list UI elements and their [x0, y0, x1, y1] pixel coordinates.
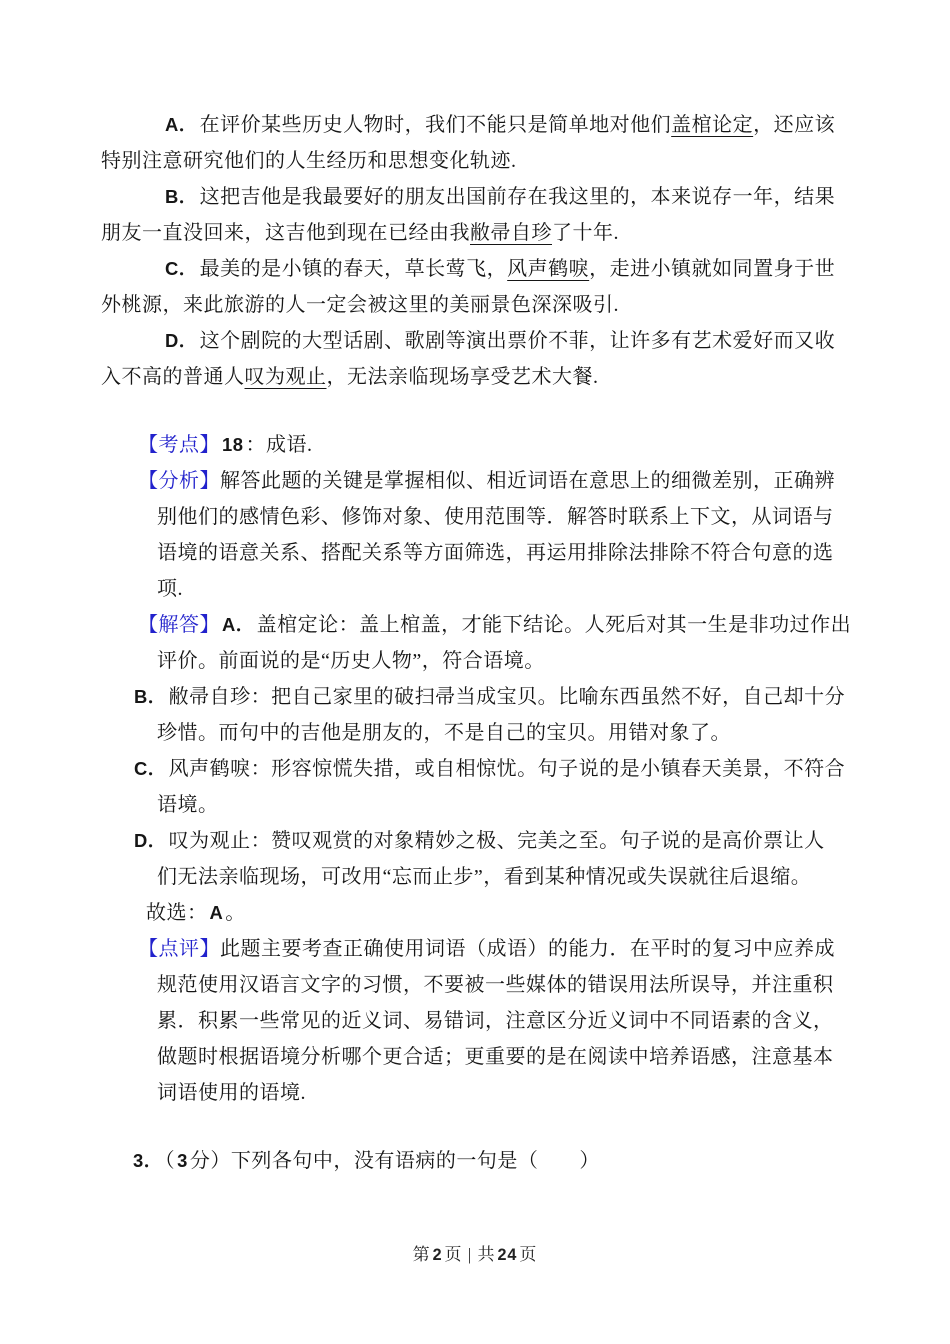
latin-segment: 18: [222, 434, 244, 455]
latin-segment: A．: [222, 614, 255, 635]
answer-choice-line: [101, 895, 901, 931]
text-segment: ，无法亲临现场享受艺术大餐.: [326, 366, 599, 388]
text-segment: 页 | 共: [444, 1245, 496, 1264]
text-segment: 敝帚自珍：把自己家里的破扫帚当成宝贝。比喻东西虽然不好，自己却十分: [168, 686, 846, 708]
text-segment: 语境的语意关系、搭配关系等方面筛选，再运用排除法排除不符合句意的选: [157, 542, 834, 564]
section-label: 【分析】: [138, 470, 220, 492]
text-segment: 规范使用汉语言文字的习惯，不要被一些媒体的错误用法所误导，并注重积: [157, 974, 834, 996]
text-segment: 这把吉他是我最要好的朋友出国前存在我这里的，本来说存一年，结果: [199, 186, 836, 208]
explanation-text-line: [101, 967, 901, 1003]
text-segment: 风声鹤唳：形容惊慌失措，或自相惊忧。句子说的是小镇春天美景，不符合: [168, 758, 846, 780]
latin-segment: A: [209, 902, 224, 923]
explanation-section-line: [101, 463, 901, 499]
latin-segment: 2: [432, 1246, 443, 1264]
explanation-text-line: [101, 1075, 901, 1111]
explanation-text-line: [101, 787, 901, 823]
explanation-text-line: [101, 1039, 901, 1075]
question-option-line: [101, 215, 901, 251]
explanation-option-line: [101, 823, 901, 859]
explanation-text-line: [101, 571, 901, 607]
text-segment: 珍惜。而句中的吉他是朋友的，不是自己的宝贝。用错对象了。: [157, 722, 731, 744]
latin-segment: D．: [134, 830, 167, 851]
text-segment: 累．积累一些常见的近义词、易错词，注意区分近义词中不同语素的含义，: [157, 1010, 834, 1032]
text-segment: 别他们的感情色彩、修饰对象、使用范围等．解答时联系上下文，从词语与: [157, 506, 834, 528]
section-label: 【解答】: [138, 614, 220, 636]
explanation-section-line: [101, 607, 901, 643]
text-segment: ，走进小镇就如同置身于世: [589, 258, 836, 280]
blank-spacer: [101, 1111, 901, 1143]
text-segment: 了十年.: [552, 222, 619, 244]
explanation-text-line: [101, 535, 901, 571]
explanation-option-line: [101, 679, 901, 715]
text-segment: 故选：: [146, 902, 208, 924]
text-segment: 这个剧院的大型话剧、歌剧等演出票价不菲，让许多有艺术爱好而又收: [199, 330, 836, 352]
explanation-section-line: [101, 931, 901, 967]
latin-segment: C．: [134, 758, 167, 779]
text-segment: 此题主要考查正确使用词语（成语）的能力．在平时的复习中应养成: [220, 938, 835, 960]
next-question-line: [101, 1143, 901, 1179]
text-segment: 盖棺定论：盖上棺盖，才能下结论。人死后对其一生是非功过作出: [256, 614, 852, 636]
question-option-line: [101, 323, 901, 359]
text-segment: 词语使用的语境.: [157, 1082, 306, 1104]
explanation-text-line: [101, 643, 901, 679]
underlined-idiom: 敝帚自珍: [470, 222, 552, 244]
explanation-text-line: [101, 715, 901, 751]
explanation-text-line: [101, 1003, 901, 1039]
question-option-line: [101, 107, 901, 143]
latin-segment: 3．: [133, 1150, 163, 1171]
text-segment: 项.: [157, 578, 183, 600]
text-segment: 评价。前面说的是“历史人物”，符合语境。: [157, 650, 545, 672]
underlined-idiom: 盖棺论定: [671, 114, 754, 136]
explanation-text-line: [101, 859, 901, 895]
explanation-text-line: [101, 499, 901, 535]
text-segment: 叹为观止：赞叹观赏的对象精妙之极、完美之至。句子说的是高价票让人: [168, 830, 825, 852]
question-option-line: [101, 287, 901, 323]
text-segment: 。: [225, 902, 246, 924]
text-segment: 第: [412, 1245, 431, 1264]
text-segment: 在评价某些历史人物时，我们不能只是简单地对他们: [199, 114, 672, 136]
latin-segment: 3: [177, 1150, 188, 1171]
text-segment: 页: [519, 1245, 538, 1264]
text-segment: ：成语.: [245, 434, 313, 456]
explanation-option-line: [101, 751, 901, 787]
latin-segment: C．: [165, 258, 198, 279]
text-segment: 分）下列各句中，没有语病的一句是（ ）: [189, 1150, 600, 1172]
page-footer: [0, 1242, 950, 1268]
text-segment: 语境。: [157, 794, 219, 816]
question-option-line: [101, 359, 901, 395]
text-segment: 入不高的普通人: [101, 366, 245, 388]
question-option-line: [101, 251, 901, 287]
explanation-section-line: [101, 427, 901, 463]
text-segment: 解答此题的关键是掌握相似、相近词语在意思上的细微差别，正确辨: [220, 470, 835, 492]
blank-spacer: [101, 395, 901, 427]
question-option-line: [101, 179, 901, 215]
text-segment: 们无法亲临现场，可改用“忘而止步”，看到某种情况或失误就往后退缩。: [157, 866, 812, 888]
text-segment: 做题时根据语境分析哪个更合适；更重要的是在阅读中培养语感，注意基本: [157, 1046, 834, 1068]
underlined-idiom: 叹为观止: [244, 366, 327, 388]
latin-segment: 24: [497, 1246, 518, 1264]
latin-segment: B．: [134, 686, 167, 707]
latin-segment: A．: [165, 114, 198, 135]
content-flow: [101, 107, 901, 1179]
text-segment: ，还应该: [753, 114, 836, 136]
question-option-line: [101, 143, 901, 179]
text-segment: 特别注意研究他们的人生经历和思想变化轨迹.: [101, 150, 517, 172]
latin-segment: B．: [165, 186, 198, 207]
section-label: 【考点】: [138, 434, 220, 456]
text-segment: 最美的是小镇的春天，草长莺飞，: [199, 258, 508, 280]
text-segment: （: [164, 1150, 176, 1172]
underlined-idiom: 风声鹤唳: [507, 258, 590, 280]
text-segment: 外桃源，来此旅游的人一定会被这里的美丽景色深深吸引.: [101, 294, 619, 316]
section-label: 【点评】: [138, 938, 220, 960]
text-segment: 朋友一直没回来，这吉他到现在已经由我: [101, 222, 470, 244]
latin-segment: D．: [165, 330, 198, 351]
